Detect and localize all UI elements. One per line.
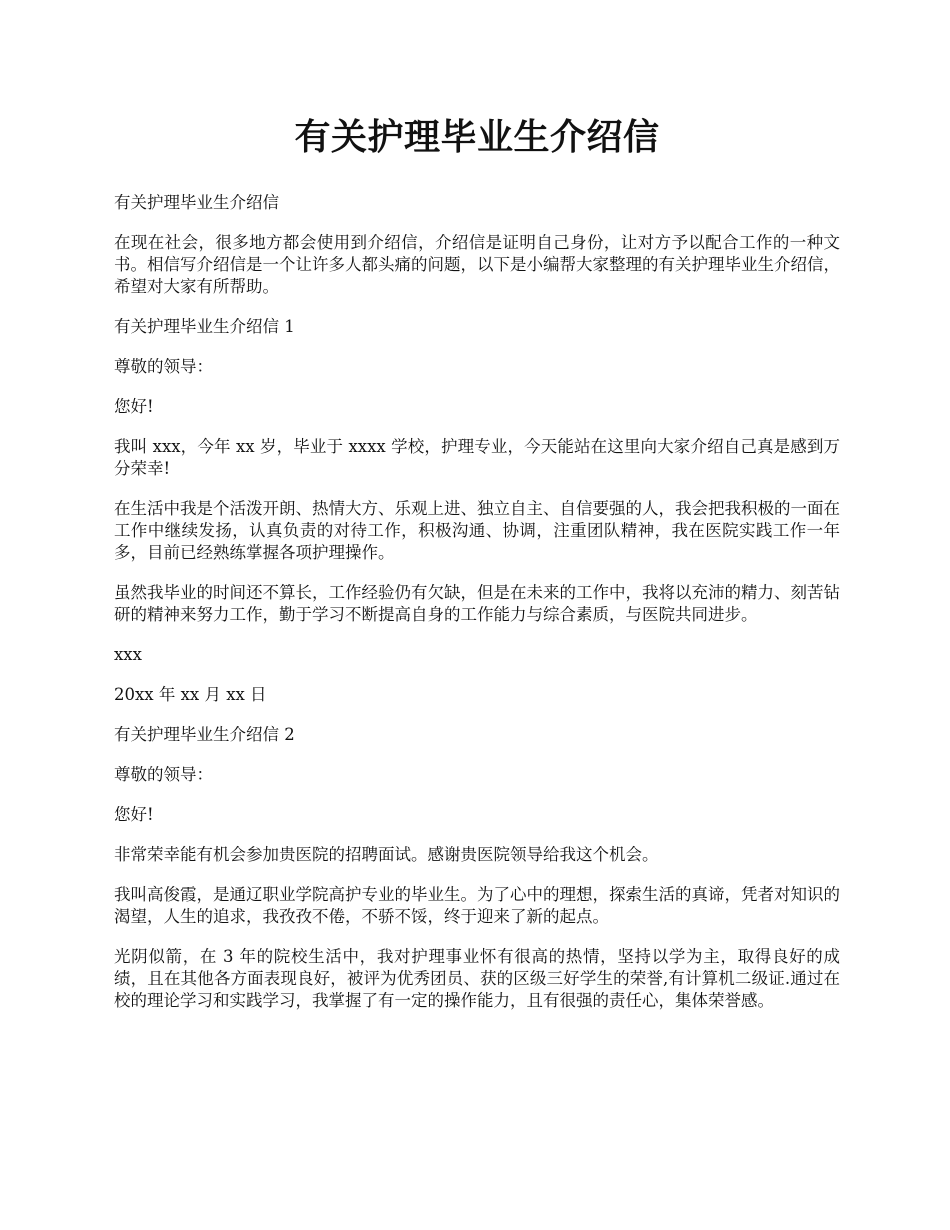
letter-1-greeting: 您好! (114, 397, 154, 416)
letter-2-body-paragraph: 非常荣幸能有机会参加贵医院的招聘面试。感谢贵医院领导给我这个机会。 (114, 845, 659, 864)
letter-2-salutation: 尊敬的领导： (114, 765, 213, 784)
intro-paragraph: 在现在社会，很多地方都会使用到介绍信，介绍信是证明自己身份，让对方予以配合工作的一种文书。相信写介绍信是一个让许多人都头痛的问题，以下是小编帮大家整理的有关护理毕业生介绍信，希望对大家有所帮助。 (114, 233, 840, 296)
letter-1-signature: xxx (114, 645, 142, 664)
letter-1-body-paragraph: 我叫 xxx，今年 xx 岁，毕业于 xxxx 学校，护理专业，今天能站在这里向大家介绍自己真是感到万分荣幸! (114, 437, 840, 478)
letter-1-body-paragraph: 在生活中我是个活泼开朗、热情大方、乐观上进、独立自主、自信要强的人，我会把我积极的一面在工作中继续发扬，认真负责的对待工作，积极沟通、协调，注重团队精神，我在医院实践工作一年多，目前已经熟练掌握各项护理操作。 (114, 499, 840, 562)
letter-1-heading: 有关护理毕业生介绍信 1 (114, 317, 295, 336)
letter-2-heading: 有关护理毕业生介绍信 2 (114, 725, 295, 744)
document-title: 有关护理毕业生介绍信 (294, 116, 660, 158)
letter-1-body-paragraph: 虽然我毕业的时间还不算长，工作经验仍有欠缺，但是在未来的工作中，我将以充沛的精力、刻苦钻研的精神来努力工作，勤于学习不断提高自身的工作能力与综合素质，与医院共同进步。 (114, 583, 840, 624)
letter-2-body-paragraph: 我叫高俊霞，是通辽职业学院高护专业的毕业生。为了心中的理想，探索生活的真谛，凭者对知识的渴望，人生的追求，我孜孜不倦，不骄不馁，终于迎来了新的起点。 (114, 885, 840, 926)
subtitle-paragraph: 有关护理毕业生介绍信 (114, 193, 279, 212)
letter-1-date: 20xx 年 xx 月 xx 日 (114, 685, 267, 704)
letter-2-greeting: 您好! (114, 805, 154, 824)
letter-1-salutation: 尊敬的领导： (114, 357, 213, 376)
letter-2-body-paragraph: 光阴似箭，在 3 年的院校生活中，我对护理事业怀有很高的热情，坚持以学为主，取得良好的成绩，且在其他各方面表现良好，被评为优秀团员、获的区级三好学生的荣誉,有计算机二级证.通过在校的理论学习和实践学习，我掌握了有一定的操作能力，且有很强的责任心，集体荣誉感。 (114, 947, 840, 1010)
document-page (114, 112, 840, 1030)
